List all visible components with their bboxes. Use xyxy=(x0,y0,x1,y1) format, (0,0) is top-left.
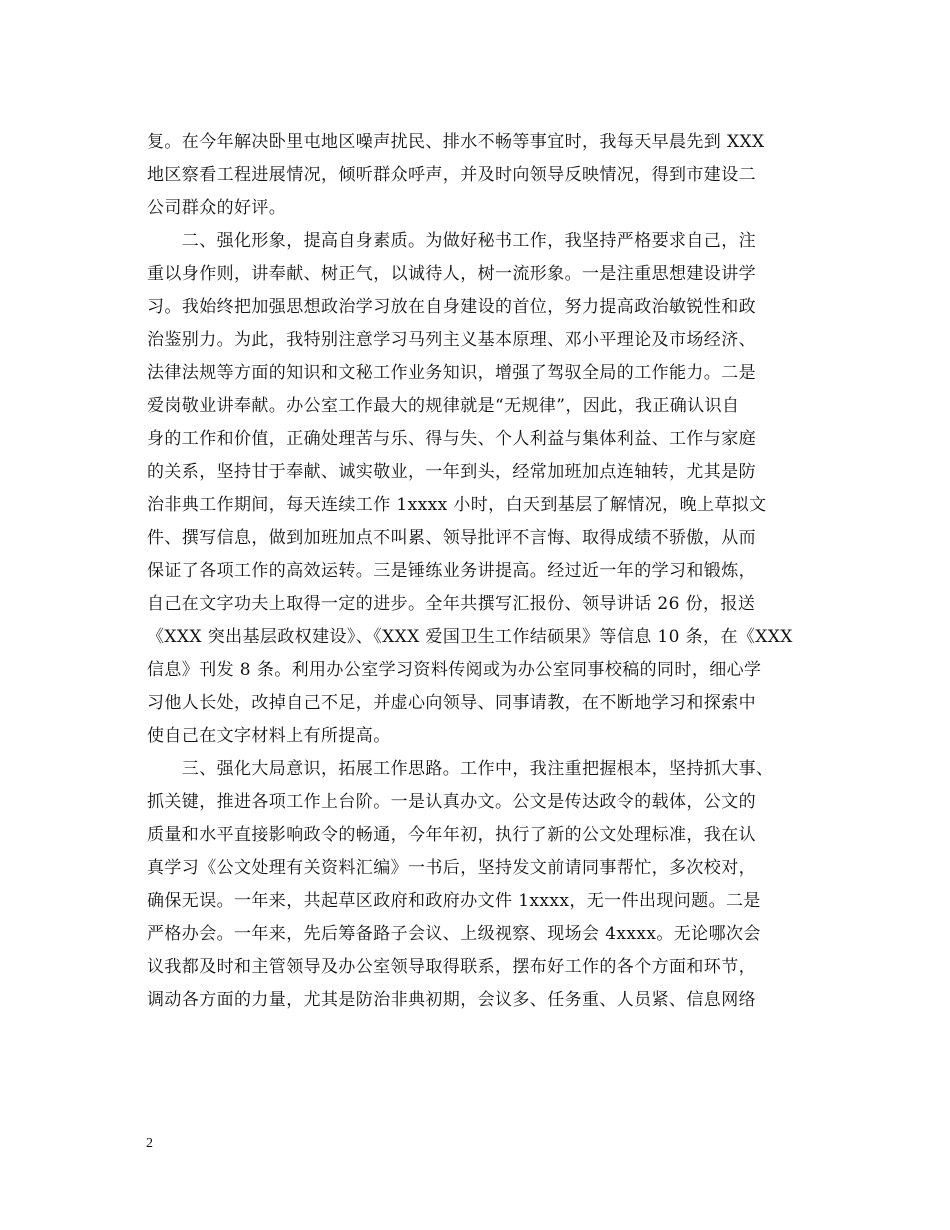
text-line: 使自己在文字材料上有所提高。 xyxy=(147,726,391,746)
text-line: 公司群众的好评。 xyxy=(147,198,287,218)
text-line: 地区察看工程进展情况，倾听群众呼声，并及时向领导反映情况，得到市建设二 xyxy=(147,165,756,185)
text-line: 质量和水平直接影响政令的畅通，今年年初，执行了新的公文处理标准，我在认 xyxy=(147,825,756,845)
text-line: 法律法规等方面的知识和文秘工作业务知识，增强了驾驭全局的工作能力。二是 xyxy=(147,363,756,383)
text-line: 信息》刊发 8 条。利用办公室学习资料传阅或为办公室同事校稿的同时，细心学 xyxy=(147,660,762,680)
text-line: 自己在文字功夫上取得一定的进步。全年共撰写汇报份、领导讲话 26 份，报送 xyxy=(147,594,756,614)
text-line: 真学习《公文处理有关资料汇编》一书后，坚持发文前请同事帮忙，多次校对， xyxy=(147,858,756,878)
text-line: 治鉴别力。为此，我特别注意学习马列主义基本原理、邓小平理论及市场经济、 xyxy=(147,330,756,350)
text-line: 习。我始终把加强思想政治学习放在自身建设的首位，努力提高政治敏锐性和政 xyxy=(147,297,756,317)
text-line: 件、撰写信息，做到加班加点不叫累、领导批评不言悔、取得成绩不骄傲，从而 xyxy=(147,528,756,548)
text-line: 《XXX 突出基层政权建设》、《XXX 爱国卫生工作结硕果》等信息 10 条，在《XXX xyxy=(147,627,793,647)
text-line: 习他人长处，改掉自己不足，并虚心向领导、同事请教，在不断地学习和探索中 xyxy=(147,693,756,713)
text-line: 确保无误。一年来，共起草区政府和政府办文件 1xxxx，无一件出现问题。二是 xyxy=(147,891,761,911)
paragraph-3-start: 三、强化大局意识，拓展工作思路。工作中，我注重把握根本，坚持抓大事、 xyxy=(147,759,774,779)
text-line: 治非典工作期间，每天连续工作 1xxxx 小时，白天到基层了解情况，晚上草拟文 xyxy=(147,495,767,515)
paragraph-2-start: 二、强化形象，提高自身素质。为做好秘书工作，我坚持严格要求自己，注 xyxy=(147,231,756,251)
text-line: 的关系，坚持甘于奉献、诚实敬业，一年到头，经常加班加点连轴转，尤其是防 xyxy=(147,462,756,482)
text-line: 调动各方面的力量，尤其是防治非典初期，会议多、任务重、人员紧、信息网络 xyxy=(147,990,756,1010)
body-text xyxy=(147,126,807,1017)
text-line: 保证了各项工作的高效运转。三是锤练业务讲提高。经过近一年的学习和锻炼， xyxy=(147,561,756,581)
page-number: 2 xyxy=(146,1136,153,1151)
text-line: 身的工作和价值，正确处理苦与乐、得与失、个人利益与集体利益、工作与家庭 xyxy=(147,429,756,449)
text-line: 抓关键，推进各项工作上台阶。一是认真办文。公文是传达政令的载体，公文的 xyxy=(147,792,756,812)
text-line: 重以身作则，讲奉献、树正气，以诚待人，树一流形象。一是注重思想建设讲学 xyxy=(147,264,756,284)
text-line: 议我都及时和主管领导及办公室领导取得联系，摆布好工作的各个方面和环节， xyxy=(147,957,756,977)
text-line: 爱岗敬业讲奉献。办公室工作最大的规律就是“无规律”，因此，我正确认识自 xyxy=(147,396,740,416)
text-line: 复。在今年解决卧里屯地区噪声扰民、排水不畅等事宜时，我每天早晨先到 XXX xyxy=(147,132,765,152)
text-line: 严格办会。一年来，先后筹备路子会议、上级视察、现场会 4xxxx。无论哪次会 xyxy=(147,924,761,944)
